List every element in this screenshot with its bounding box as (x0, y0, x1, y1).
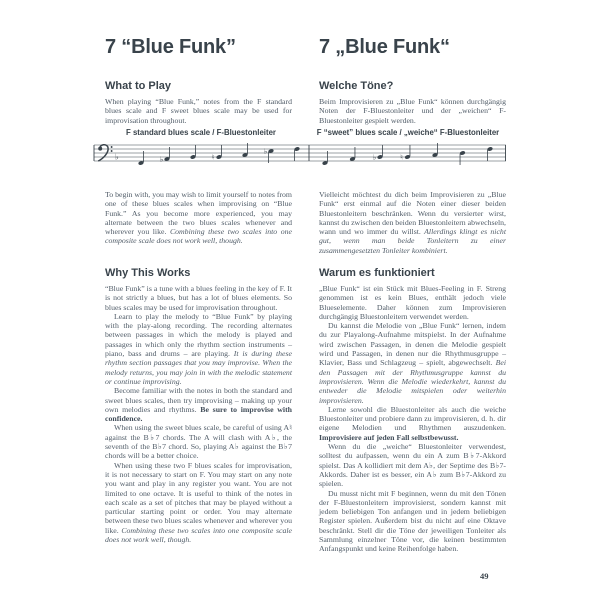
below-staff-paragraph-en (105, 190, 292, 246)
paragraph: When playing “Blue Funk,” notes from the F standard blues scale and F sweet blues scale may be used for improvisation throughout. (105, 97, 292, 125)
paragraph: Beim Improvisieren zu „Blue Funk“ können durchgängig Noten der F-Bluestonleiter und der „weichen“ F-Bluestonleiter gespielt werden. (319, 97, 506, 125)
section-heading-warum-es-funktioniert: Warum es funktioniert (319, 267, 435, 279)
svg-text:♭: ♭ (372, 152, 377, 162)
section-heading-welche-toene: Welche Töne? (319, 80, 394, 92)
body-text-en (105, 284, 292, 544)
paragraph: Vielleicht möchtest du dich beim Improvisieren zu „Blue Funk“ erst einmal auf die Noten einer dieser beiden Bluestonleitern beschränken. Wenn du versierter wirst, kannst du zwischen den beiden Bluestonleitern abwechseln, wann und wo immer du willst. Allerdings klingt es nicht gut, wenn man beide Tonleitern zu einer zusammengesetzten Tonleiter kombiniert. (319, 190, 506, 255)
paragraph: „Blue Funk“ ist ein Stück mit Blues-Feeling in F. Streng genommen ist es kein Blues, enthält jedoch viele Blueselemente. Daher können zum Improvisieren durchgängig Bluestonleitern verwendet werden. (319, 284, 506, 321)
paragraph: Du kannst die Melodie von „Blue Funk“ lernen, indem du zur Playalong-Aufnahme mitspielst. In der Aufnahme wird zwischen Passagen, in denen die Melodie gespielt wird und Passagen, in denen nur die Rhythmusgruppe – Klavier, Bass und Schlagzeug – spielt, abgewechselt. Bei den Passagen mit der Rhythmusgruppe kannst du improvisieren. Wenn die Melodie wiederkehrt, kannst du entweder die Melodie mitspielen oder weiterhin improvisieren. (319, 321, 506, 405)
svg-text:♮: ♮ (400, 152, 403, 162)
paragraph: To begin with, you may wish to limit yourself to notes from one of these blues scales when improvising on “Blue Funk.” As you become more experienced, you may alternate between the two blues scales whenever and wherever you like. Combining these two scales into one composite scale does not work well, though. (105, 190, 293, 246)
page-title-de: 7 „Blue Funk“ (319, 36, 450, 58)
paragraph: When using the sweet blues scale, be careful of using A♮ against the B♭7 chords. The A will clash with A♭, the seventh of the B♭7 chord. So, playing A♭ against the B♭7 chords will be a better choice. (105, 423, 292, 461)
svg-text:♭: ♭ (159, 154, 164, 164)
music-staff (93, 139, 507, 175)
paragraph: When using these two F blues scales for improvisation, it is not necessary to start on F. You may start on any note you want and play in any register you want. You are not limited to one octave. It is useful to think of the notes in each scale as a set of pitches that may be played without a particular starting point or order. You may alternate between these two blues scales whenever and wherever you like. Combining these two scales into one composite scale does not work well, though. (105, 460, 292, 545)
paragraph: “Blue Funk” is a tune with a blues feeling in the key of F. It is not strictly a blues, but has a lot of blues elements. So blues scales may be used for improvisation throughout. (105, 284, 292, 312)
body-text-de (319, 284, 506, 554)
svg-text:♭: ♭ (115, 152, 119, 162)
page-title-en: 7 “Blue Funk” (105, 36, 236, 58)
intro-paragraph-de (319, 97, 506, 125)
below-staff-paragraph-de (319, 190, 506, 255)
intro-paragraph-en (105, 97, 292, 125)
page-number: 49 (480, 571, 489, 581)
section-heading-why-this-works: Why This Works (105, 267, 191, 279)
svg-text:♭: ♭ (263, 146, 268, 156)
paragraph: Learn to play the melody to “Blue Funk” by playing with the play-along recording. The recording alternates between passages in which the melody is played and passages in which only the rhythm section instruments – piano, bass and drums – are playing. It is during these rhythm section passages that you may improvise. When the melody returns, you may join in with the melodic statement or continue improvising. (105, 311, 292, 386)
svg-text:♮: ♮ (211, 152, 215, 162)
paragraph: Become familiar with the notes in both the standard and sweet blues scales, then try improvising – making up your own melodies and rhythms. Be sure to improvise with confidence. (105, 386, 292, 424)
music-example (93, 128, 507, 180)
section-heading-what-to-play: What to Play (105, 80, 172, 92)
paragraph: Wenn du die „weiche“ Bluestonleiter verwendest, solltest du aufpassen, wenn du ein A zum B♭7-Akkord spielst. Das A kollidiert mit dem A♭, der Septime des B♭7-Akkords. Daher ist es besser, ein A♭ zum B♭7-Akkord zu spielen. (319, 442, 506, 489)
staff-label-left: F standard blues scale / F-Bluestonleiter (126, 128, 276, 137)
staff-label-right: F “sweet” blues scale / „weiche“ F-Bluestonleiter (316, 128, 500, 137)
staff-labels (93, 128, 507, 137)
paragraph: Du musst nicht mit F beginnen, wenn du mit den Tönen der F-Bluestonleitern improvisierst, sondern kannst mit jedem beliebigen Ton anfangen und in jedem beliebigen Register spielen. Außerdem bist du nicht auf eine Oktave beschränkt. Stell dir die Töne der jeweiligen Tonleiter als Sammlung einzelner Töne vor, die keinen bestimmten Anfangspunkt und keine Reihenfolge haben. (319, 488, 506, 554)
paragraph: Lerne sowohl die Bluestonleiter als auch die weiche Bluestonleiter und probiere dann zu improvisieren, d. h. dir eigene Melodien und Rhythmen auszudenken. Improvisiere auf jeden Fall selbstbewusst. (319, 404, 506, 442)
